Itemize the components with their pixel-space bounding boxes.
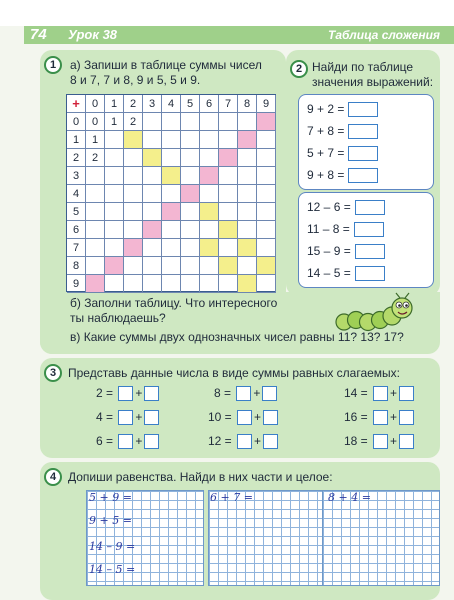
addition-table [66,94,276,292]
table-cell[interactable] [105,275,124,293]
answer-box[interactable] [355,244,385,259]
table-cell[interactable] [162,131,181,149]
table-cell[interactable] [238,239,257,257]
table-cell[interactable] [257,239,276,257]
table-cell[interactable] [200,167,219,185]
writing-grid-2[interactable] [208,490,326,586]
table-cell[interactable] [257,167,276,185]
answer-box[interactable] [348,146,378,161]
table-row-header: 9 [67,275,86,293]
caterpillar-illustration [330,292,414,336]
sum-item [208,409,280,425]
table-cell[interactable] [219,203,238,221]
table-column-header: 0 [86,95,105,113]
table-column-header: 5 [181,95,200,113]
table-cell[interactable] [143,221,162,239]
table-cell[interactable] [162,113,181,131]
table-cell[interactable] [200,221,219,239]
table-cell[interactable] [124,275,143,293]
expression-text: 9 + 8 = [307,168,345,182]
handwritten-equation: 14 – 5 = [89,563,136,576]
table-cell[interactable] [124,239,143,257]
table-column-header: 9 [257,95,276,113]
answer-box[interactable] [355,200,385,215]
addend-box[interactable] [118,410,133,425]
addend-box[interactable] [262,386,277,401]
task1-b-line2: ты наблюдаешь? [70,311,166,325]
sum-number: 2 = [96,386,114,400]
table-cell[interactable] [181,149,200,167]
handwritten-equation: 14 – 9 = [89,540,136,553]
table-cell[interactable] [200,131,219,149]
expression-row [307,221,384,237]
sum-item [208,433,280,449]
plus-sign: + [254,434,262,448]
task3-number: 3 [44,364,62,382]
table-cell[interactable] [143,167,162,185]
plus-sign: + [135,434,143,448]
answer-box[interactable] [348,168,378,183]
table-row-header: 6 [67,221,86,239]
table-cell[interactable] [219,149,238,167]
table-cell[interactable] [200,257,219,275]
table-cell[interactable] [181,275,200,293]
table-cell[interactable] [124,149,143,167]
table-cell[interactable] [143,131,162,149]
table-cell[interactable] [219,113,238,131]
addend-box[interactable] [399,434,414,449]
task2-group1-box [298,94,434,190]
addend-box[interactable] [236,386,251,401]
table-cell[interactable] [257,257,276,275]
table-cell[interactable] [105,131,124,149]
plus-sign: + [253,386,261,400]
table-cell[interactable] [219,221,238,239]
expression-row [307,167,378,183]
expression-text: 14 – 5 = [307,266,351,280]
addend-box[interactable] [373,386,388,401]
table-cell[interactable] [86,239,105,257]
table-cell[interactable] [105,185,124,203]
table-cell[interactable] [238,167,257,185]
table-row-header: 5 [67,203,86,221]
table-cell[interactable] [200,149,219,167]
task4-number: 4 [44,468,62,486]
table-cell[interactable] [257,221,276,239]
expression-row [307,123,378,139]
table-cell[interactable] [162,185,181,203]
task2-group2-box [298,192,434,288]
table-cell[interactable] [124,203,143,221]
table-cell[interactable] [200,203,219,221]
sum-number: 12 = [208,434,232,448]
plus-sign: + [390,386,398,400]
addend-box[interactable] [399,386,414,401]
expression-row [307,101,378,117]
task1-b-line1: б) Заполни таблицу. Что интересного [70,296,278,310]
sum-number: 10 = [208,410,232,424]
task2-number: 2 [290,60,308,78]
addend-box[interactable] [144,410,159,425]
table-cell[interactable] [124,167,143,185]
table-cell[interactable] [162,221,181,239]
table-cell[interactable] [219,185,238,203]
table-cell[interactable] [86,203,105,221]
sum-number: 14 = [344,386,368,400]
table-cell[interactable] [124,185,143,203]
table-cell[interactable] [219,275,238,293]
table-column-header: 6 [200,95,219,113]
writing-grid-3[interactable] [322,490,440,586]
expression-text: 7 + 8 = [307,124,345,138]
table-cell[interactable] [181,185,200,203]
addend-box[interactable] [118,386,133,401]
table-column-header: 8 [238,95,257,113]
sum-item [96,385,161,401]
table-cell[interactable] [124,257,143,275]
table-cell[interactable]: 1 [105,113,124,131]
expression-row [307,243,385,259]
table-cell[interactable] [162,257,181,275]
table-cell[interactable] [86,275,105,293]
table-column-header: 7 [219,95,238,113]
table-cell[interactable] [238,113,257,131]
table-cell[interactable] [143,149,162,167]
sum-item [344,409,416,425]
table-cell[interactable] [181,167,200,185]
table-cell[interactable] [200,239,219,257]
addend-box[interactable] [263,410,278,425]
table-cell[interactable] [86,257,105,275]
table-cell[interactable] [219,131,238,149]
table-cell[interactable] [143,113,162,131]
sum-number: 4 = [96,410,114,424]
table-cell[interactable]: 0 [86,113,105,131]
table-cell[interactable] [181,131,200,149]
task1-a-line1: а) Запиши в таблице суммы чисел [70,58,262,72]
table-cell[interactable] [200,113,219,131]
table-cell[interactable] [143,185,162,203]
expression-text: 15 – 9 = [307,244,351,258]
table-cell[interactable] [238,203,257,221]
handwritten-equation: 6 + 7 = [210,491,253,504]
table-cell[interactable] [257,275,276,293]
table-cell[interactable] [181,257,200,275]
table-cell[interactable] [200,275,219,293]
plus-sign: + [390,434,398,448]
expression-text: 12 – 6 = [307,200,351,214]
header-top-strip [0,0,454,26]
table-cell[interactable]: 2 [86,149,105,167]
task1-c-line: в) Какие суммы двух однозначных чисел равны 11? 13? 17? [70,330,404,344]
plus-sign: + [390,410,398,424]
table-row-header: 8 [67,257,86,275]
handwritten-equation: 8 + 4 = [328,491,371,504]
sum-number: 6 = [96,434,114,448]
table-cell[interactable] [162,275,181,293]
expression-row [307,145,378,161]
answer-box[interactable] [348,124,378,139]
expression-row [307,265,385,281]
addend-box[interactable] [373,410,388,425]
task4-title: Допиши равенства. Найди в них части и целое: [68,470,333,484]
sum-item [214,385,279,401]
table-cell[interactable] [238,131,257,149]
task2-title-line1: Найди по таблице [312,60,414,74]
answer-box[interactable] [354,222,384,237]
table-cell[interactable] [143,275,162,293]
addend-box[interactable] [118,434,133,449]
table-row-header: 3 [67,167,86,185]
sum-item [96,409,161,425]
expression-text: 9 + 2 = [307,102,345,116]
addend-box[interactable] [263,434,278,449]
table-cell[interactable] [162,167,181,185]
table-column-header: 2 [124,95,143,113]
table-cell[interactable] [162,203,181,221]
table-cell[interactable] [105,257,124,275]
table-cell[interactable] [143,203,162,221]
table-cell[interactable] [219,239,238,257]
addend-box[interactable] [237,434,252,449]
addend-box[interactable] [144,386,159,401]
table-cell[interactable] [238,257,257,275]
table-cell[interactable] [200,185,219,203]
table-cell[interactable] [257,185,276,203]
table-cell[interactable] [105,167,124,185]
sum-number: 18 = [344,434,368,448]
page-header [0,0,454,44]
answer-box[interactable] [348,102,378,117]
table-cell[interactable] [257,131,276,149]
table-cell[interactable] [257,113,276,131]
table-cell[interactable] [181,221,200,239]
table-cell[interactable] [257,149,276,167]
handwritten-equation: 9 + 5 = [89,514,132,527]
table-cell[interactable] [238,149,257,167]
task1-number: 1 [44,56,62,74]
table-cell[interactable] [219,167,238,185]
sum-item [96,433,161,449]
table-plus-sign: + [67,95,86,113]
plus-sign: + [254,410,262,424]
table-cell[interactable] [219,257,238,275]
addend-box[interactable] [399,410,414,425]
table-row-header: 2 [67,149,86,167]
expression-row [307,199,385,215]
sum-number: 16 = [344,410,368,424]
table-cell[interactable] [181,113,200,131]
plus-sign: + [135,386,143,400]
table-cell[interactable] [105,149,124,167]
table-row-header: 4 [67,185,86,203]
table-cell[interactable] [143,257,162,275]
table-cell[interactable] [86,221,105,239]
expression-text: 11 – 8 = [307,222,350,236]
topic-title: Таблица сложения [328,28,440,42]
table-cell[interactable]: 2 [124,113,143,131]
table-cell[interactable] [257,203,276,221]
table-cell[interactable] [124,221,143,239]
table-cell[interactable] [86,167,105,185]
answer-box[interactable] [355,266,385,281]
table-cell[interactable] [181,203,200,221]
table-column-header: 3 [143,95,162,113]
table-cell[interactable] [105,203,124,221]
page-number: 74 [30,26,47,43]
table-cell[interactable] [181,239,200,257]
addend-box[interactable] [237,410,252,425]
task1-a-line2: 8 и 7, 7 и 8, 9 и 5, 5 и 9. [70,73,201,87]
addend-box[interactable] [144,434,159,449]
sum-number: 8 = [214,386,232,400]
table-cell[interactable] [162,149,181,167]
table-row-header: 0 [67,113,86,131]
table-row-header: 7 [67,239,86,257]
task2-title-line2: значения выражений: [312,75,434,89]
table-cell[interactable] [238,221,257,239]
table-cell[interactable] [143,239,162,257]
handwritten-equation: 5 + 9 = [89,491,132,504]
addend-box[interactable] [373,434,388,449]
table-cell[interactable]: 1 [86,131,105,149]
plus-sign: + [135,410,143,424]
table-cell[interactable] [124,131,143,149]
sum-item [344,433,416,449]
table-cell[interactable] [105,221,124,239]
task3-title: Представь данные числа в виде суммы равных слагаемых: [68,366,401,380]
table-cell[interactable] [238,185,257,203]
sum-item [344,385,416,401]
expression-text: 5 + 7 = [307,146,345,160]
table-cell[interactable] [86,185,105,203]
table-column-header: 1 [105,95,124,113]
table-column-header: 4 [162,95,181,113]
lesson-title: Урок 38 [68,27,118,42]
table-row-header: 1 [67,131,86,149]
table-cell[interactable] [105,239,124,257]
table-cell[interactable] [238,275,257,293]
table-cell[interactable] [162,239,181,257]
